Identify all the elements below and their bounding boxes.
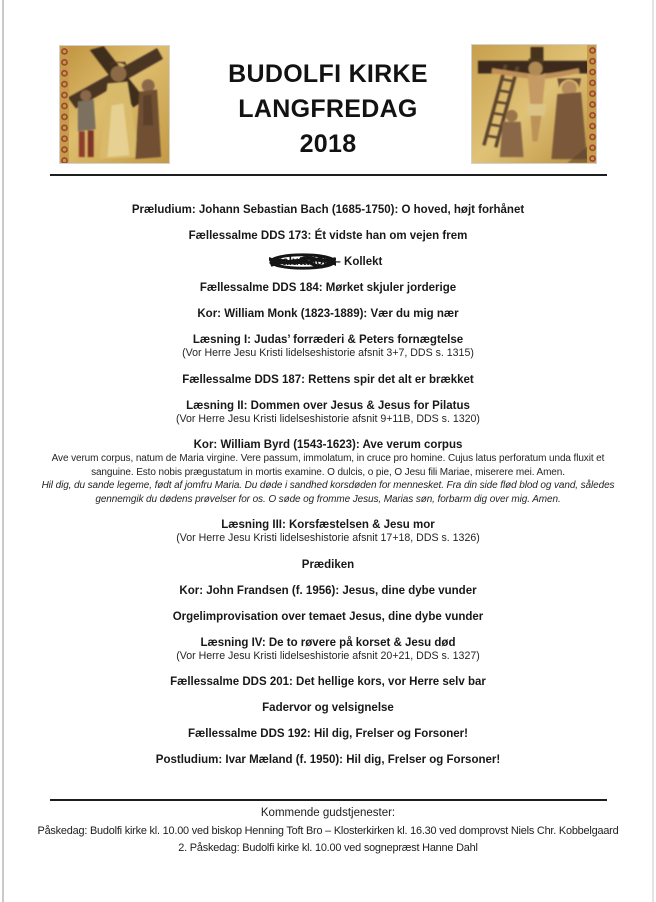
program-line-choir-monk [30,307,626,321]
footer-line-easter-monday: 2. Påskedag: Budolfi kirke kl. 10.00 ved sognepræst Hanne Dahl [178,841,478,854]
program-line-hymn-187 [30,373,626,387]
program-line-text: Kor: William Monk (1823-1889): Vær du mig nær [197,308,459,320]
program-line-organ-improvisation [30,610,626,624]
program-line-text: Læsning IV: De to røvere på korset & Jesu død [200,636,456,649]
program-line-text: Postludium: Ivar Mæland (f. 1950): Hil dig, Frelser og Forsoner! [155,754,501,766]
program-line-text: Fællessalme DDS 173: Ét vidste han om vejen frem [188,230,468,242]
program-line-hymn-192 [30,727,626,741]
title-line-church: BUDOLFI KIRKE [228,60,428,88]
bottom-divider [50,799,607,801]
program-line-hymn-184 [30,281,626,295]
program-line-sermon [30,558,626,572]
program-line-praeludium [30,203,626,217]
program-line-kollekt [30,255,626,269]
program-list [30,203,626,779]
program-line-reading-1 [30,333,626,361]
page-title [170,57,486,162]
program-line-reading-4 [30,636,626,664]
upcoming-services-footer [0,805,656,856]
program-line-choir-frandsen [30,584,626,598]
carrying-cross-relief [60,46,169,163]
program-line-reading-3 [30,518,626,546]
program-line-reading-2 [30,399,626,427]
program-line-hymn-173 [30,229,626,243]
footer-line-easter-sunday: Påskedag: Budolfi kirke kl. 10.00 ved biskop Henning Toft Bro – Klosterkirken kl. 16.30 ved domprovst Niels Chr. Kobbelgaard [37,825,619,837]
scribbled-word-text: Salutation [274,256,331,268]
program-line-text: Fællessalme DDS 192: Hil dig, Frelser og Forsoner! [188,728,468,740]
right-artwork-image [471,44,597,164]
ave-verum-danish-translation: Hil dig, du sande legeme, født af jomfru Maria. Du døde i sandhed korsdøden for mennesket. Fra din side flød blod og vand, således gennemgik du dødens prøvelser for os. O søde og fromme Jesus, Marias søn, forbarm dig over mig. Amen. [41,480,615,505]
program-line-text: Orgelimprovisation over temaet Jesus, dine dybe vunder [172,610,484,623]
program-line-choir-byrd [30,438,626,506]
program-line-text: Fællessalme DDS 201: Det hellige kors, vor Herre selv bar [170,676,486,688]
program-line-text: Præludium: Johann Sebastian Bach (1685-1750): O hoved, højt forhånet [131,204,525,216]
program-line-text: Fællessalme DDS 184: Mørket skjuler jorderige [199,282,457,294]
program-line-postludium [30,753,626,767]
program-line-text [30,255,626,269]
program-line-subtext: (Vor Herre Jesu Kristi lidelseshistorie afsnit 9+11B, DDS s. 1320) [176,412,480,425]
title-line-day: LANGFREDAG [238,95,418,123]
footer-heading: Kommende gudstjenester: [260,807,396,819]
program-line-hymn-201 [30,675,626,689]
program-line-subtext: (Vor Herre Jesu Kristi lidelseshistorie afsnit 17+18, DDS s. 1326) [176,532,480,544]
program-line-text: Læsning II: Dommen over Jesus & Jesus for Pilatus [186,399,470,412]
program-line-text: Kor: John Frandsen (f. 1956): Jesus, dine dybe vunder [179,584,477,597]
left-artwork-image [59,45,170,164]
program-line-subtext: (Vor Herre Jesu Kristi lidelseshistorie afsnit 3+7, DDS s. 1315) [182,347,474,359]
program-line-text: Fadervor og velsignelse [262,702,394,714]
top-divider [50,174,607,176]
program-line-rest: – Kollekt [334,256,383,268]
program-line-text: Fællessalme DDS 187: Rettens spir det alt er brækket [182,373,474,386]
scribbled-word [274,255,332,269]
program-line-text: Prædiken [301,558,355,571]
ave-verum-latin-text: Ave verum corpus, natum de Maria virgine. Vere passum, immolatum, in cruce pro homine. Cujus latus perforatum unda fluxit et sanguine. Esto nobis prægustatum in mortis examine. O dulcis, o pie, O Jesu fili Mariae, miserere mei. Amen. [51,453,605,478]
title-line-year: 2018 [299,130,357,158]
program-line-text: Læsning III: Korsfæstelsen & Jesu mor [221,519,435,531]
program-line-subtext: (Vor Herre Jesu Kristi lidelseshistorie afsnit 20+21, DDS s. 1327) [176,649,480,662]
scan-edge-left [2,0,4,902]
scan-edge-right [652,0,654,902]
program-line-text: Kor: William Byrd (1543-1623): Ave verum corpus [193,439,463,451]
crucifixion-relief [472,45,596,163]
program-line-text: Læsning I: Judas’ forræderi & Peters fornægtelse [192,334,464,346]
program-line-lords-prayer [30,701,626,715]
